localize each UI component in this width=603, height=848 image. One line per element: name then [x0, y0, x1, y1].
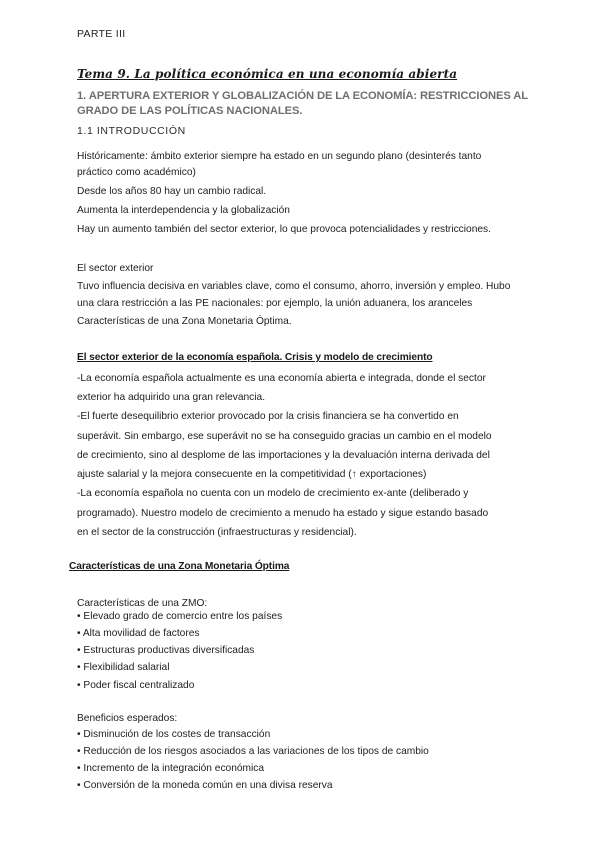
part-label: PARTE III [77, 28, 126, 40]
section-2-title: El sector exterior de la economía española. Crisis y modelo de crecimiento [77, 352, 433, 363]
section-3-title: Características de una Zona Monetaria Óptima [69, 561, 290, 572]
section-2-line-1: -La economía española actualmente es una economía abierta e integrada, donde el sector [77, 373, 486, 384]
intro-line-1: Históricamente: ámbito exterior siempre ha estado en un segundo plano (desinterés tanto [77, 151, 482, 162]
expected-benefit-item: • Incremento de la integración económica [77, 763, 265, 774]
section-heading-1-line2: GRADO DE LAS POLÍTICAS NACIONALES. [77, 105, 303, 117]
zmo-characteristic-item: • Alta movilidad de factores [77, 628, 200, 639]
section-2-line-9: en el sector de la construcción (infraestructuras y residencial). [77, 527, 357, 538]
section-2-line-2: exterior ha adquirido una gran relevancia. [77, 392, 266, 403]
zmo-characteristic-item: • Elevado grado de comercio entre los países [77, 611, 283, 622]
sector-line-1: Tuvo influencia decisiva en variables clave, como el consumo, ahorro, inversión y empleo. Hubo [77, 281, 511, 292]
section-2-line-5: de crecimiento, sino al desplome de las importaciones y la devaluación interna derivada del [77, 450, 490, 461]
intro-line-4: Aumenta la interdependencia y la globalización [77, 205, 290, 216]
expected-benefits-title: Beneficios esperados: [77, 713, 178, 724]
sector-line-2: una clara restricción a las PE nacionales: por ejemplo, la unión aduanera, los aranceles [77, 298, 473, 309]
expected-benefit-item: • Conversión de la moneda común en una divisa reserva [77, 780, 333, 791]
intro-line-3: Desde los años 80 hay un cambio radical. [77, 186, 267, 197]
zmo-characteristic-item: • Poder fiscal centralizado [77, 680, 195, 691]
intro-line-5: Hay un aumento también del sector exterior, lo que provoca potencialidades y restricciones. [77, 224, 491, 235]
section-2-line-8: programado). Nuestro modelo de crecimiento a menudo ha estado y sigue estando basado [77, 508, 489, 519]
sector-line-3: Características de una Zona Monetaria Óptima. [77, 316, 292, 327]
subsection-heading-1-1: 1.1 INTRODUCCIÓN [77, 125, 186, 137]
zmo-characteristics-title: Características de una ZMO: [77, 598, 208, 609]
sector-title: El sector exterior [77, 263, 154, 274]
section-2-line-4: superávit. Sin embargo, ese superávit no se ha conseguido gracias un cambio en el modelo [77, 431, 492, 442]
expected-benefit-item: • Reducción de los riesgos asociados a las variaciones de los tipos de cambio [77, 746, 429, 757]
zmo-characteristic-item: • Flexibilidad salarial [77, 662, 170, 673]
intro-line-2: práctico como académico) [77, 167, 196, 178]
section-2-line-7: -La economía española no cuenta con un modelo de crecimiento ex-ante (deliberado y [77, 488, 469, 499]
section-heading-1 [77, 89, 528, 119]
section-2-line-6: ajuste salarial y la mejora consecuente en la competitividad (↑ exportaciones) [77, 469, 427, 480]
section-heading-1-line1: 1. APERTURA EXTERIOR Y GLOBALIZACIÓN DE LA ECONOMÍA: RESTRICCIONES AL [77, 90, 528, 102]
section-2-line-3: -El fuerte desequilibrio exterior provocado por la crisis financiera se ha convertido en [77, 411, 459, 422]
topic-title: Tema 9. La política económica en una economía abierta [77, 67, 458, 81]
zmo-characteristic-item: • Estructuras productivas diversificadas [77, 645, 255, 656]
expected-benefit-item: • Disminución de los costes de transacción [77, 729, 271, 740]
